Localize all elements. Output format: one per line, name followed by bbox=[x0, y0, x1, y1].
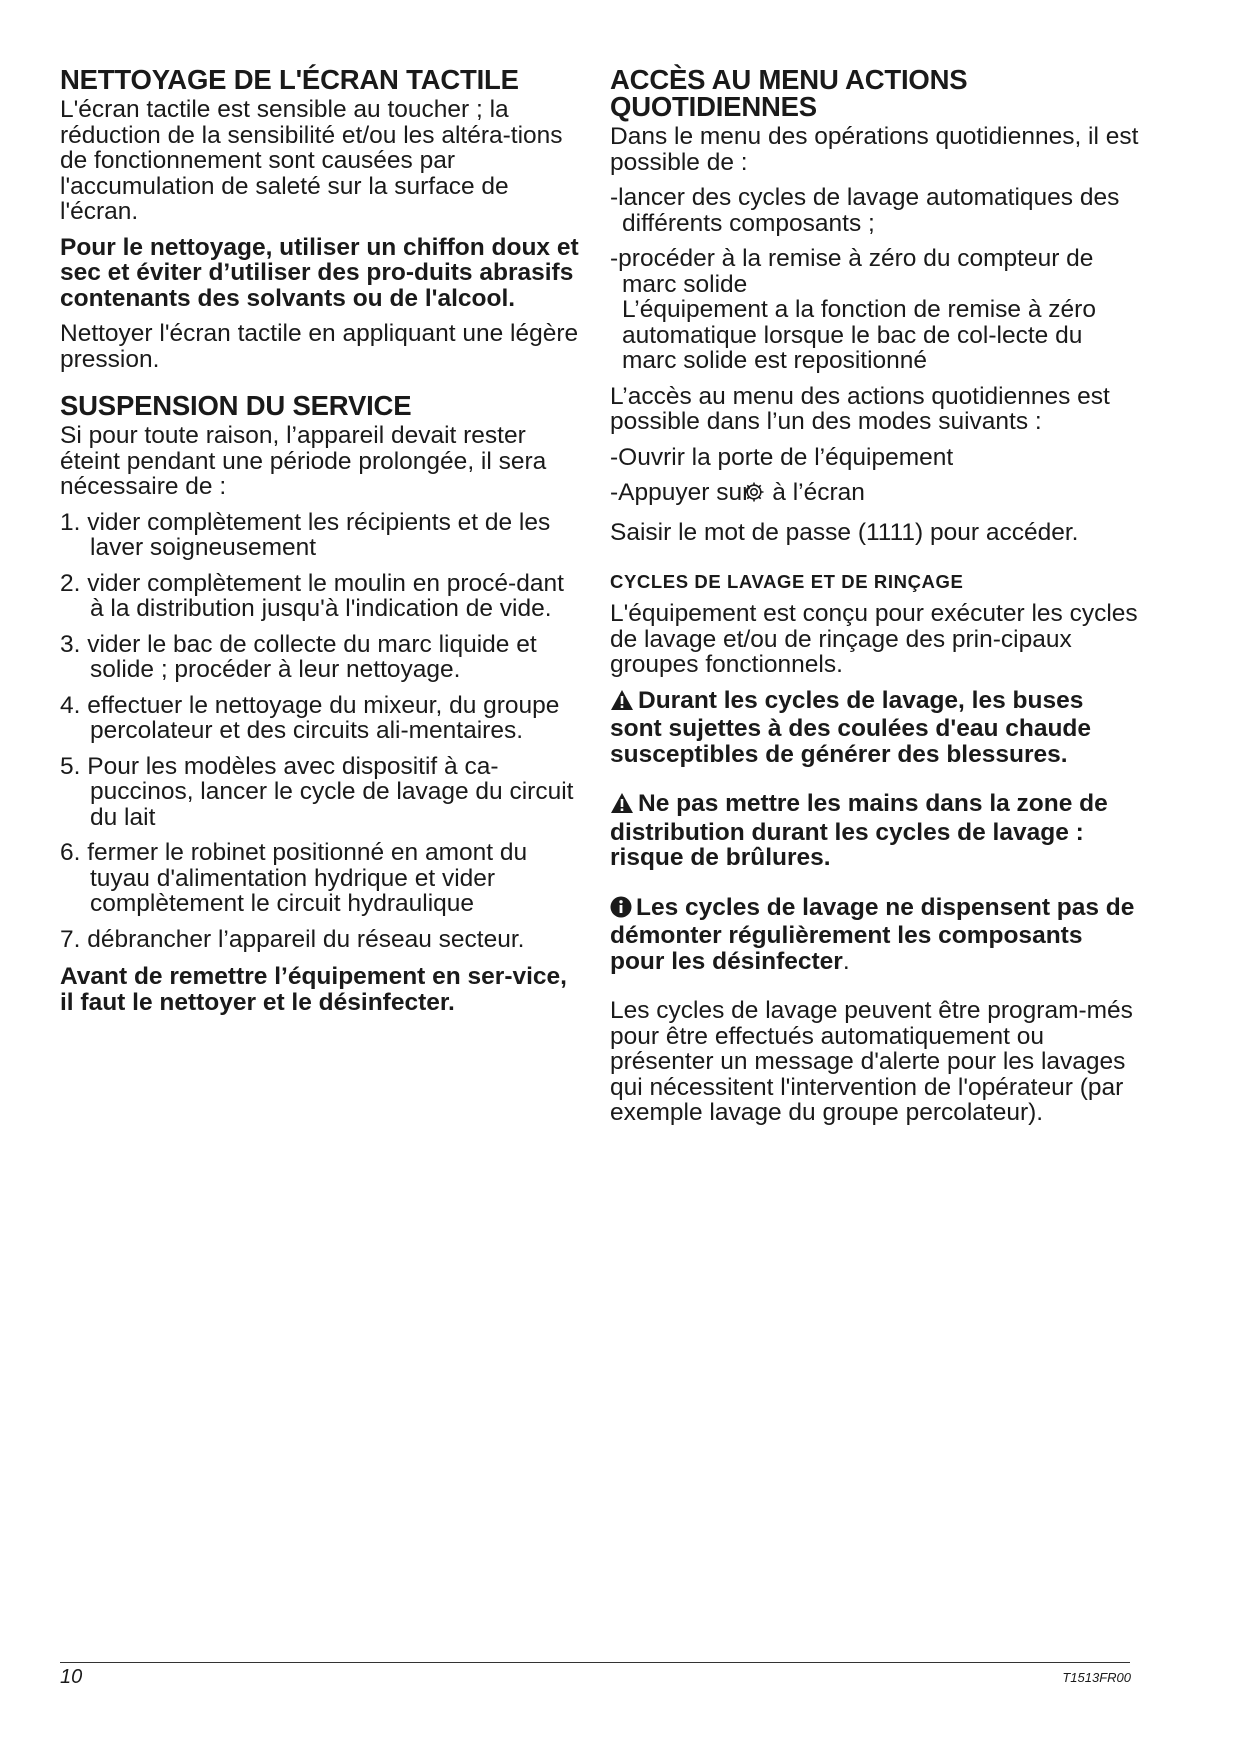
wash-warning-hot-water bbox=[610, 688, 1140, 768]
warning-text: Ne pas mettre les mains dans la zone de distribution durant les cycles de lavage : risque de brûlures. bbox=[610, 790, 1108, 871]
mode2-text-after: à l’écran bbox=[772, 479, 865, 506]
list-item: -Ouvrir la porte de l’équipement bbox=[610, 443, 954, 471]
list-item: 7. débrancher l’appareil du réseau secteur. bbox=[60, 925, 525, 953]
page-number: 10 bbox=[60, 1666, 83, 1688]
list-item: 2. vider complètement le moulin en procé-dant à la distribution jusqu'à l'indication de vide. bbox=[60, 569, 564, 622]
daily-menu-options bbox=[610, 185, 1140, 374]
section-title-touchscreen-cleaning: NETTOYAGE DE L'ÉCRAN TACTILE bbox=[60, 64, 519, 95]
warning-triangle-icon bbox=[610, 792, 634, 820]
password-instruction: Saisir le mot de passe (1111) pour accéder. bbox=[610, 518, 1079, 546]
list-item-text: -procéder à la remise à zéro du compteur de marc solide bbox=[610, 245, 1094, 298]
touchscreen-instruction: Nettoyer l'écran tactile en appliquant une légère pression. bbox=[60, 320, 579, 373]
mode2-text-before: -Appuyer sur bbox=[610, 479, 751, 506]
list-item-note: L’équipement a la fonction de remise à zéro automatique lorsque le bac de col-lecte du marc solide est repositionné bbox=[622, 296, 1096, 374]
suspension-steps bbox=[60, 510, 580, 953]
info-circle-icon bbox=[610, 896, 632, 924]
daily-menu-intro: Dans le menu des opérations quotidiennes, il est possible de : bbox=[610, 123, 1139, 176]
access-modes bbox=[610, 445, 1140, 510]
access-intro: L’accès au menu des actions quotidiennes est possible dans l’un des modes suivants : bbox=[610, 382, 1110, 435]
list-item: 4. effectuer le nettoyage du mixeur, du groupe percolateur et des circuits ali-mentaires. bbox=[60, 691, 560, 744]
wash-warning-burns bbox=[610, 791, 1140, 871]
list-item bbox=[610, 480, 1140, 510]
document-code: T1513FR00 bbox=[1062, 1670, 1131, 1685]
list-item: 5. Pour les modèles avec dispositif à ca-puccinos, lancer le cycle de lavage du circuit du lait bbox=[60, 752, 574, 831]
wash-info-disinfect bbox=[610, 895, 1140, 975]
list-item: -lancer des cycles de lavage automatiques des différents composants ; bbox=[610, 184, 1120, 237]
list-item: 6. fermer le robinet positionné en amont du tuyau d'alimentation hydrique et vider complètement le circuit hydraulique bbox=[60, 839, 528, 917]
right-column bbox=[610, 66, 1140, 1136]
suspension-intro: Si pour toute raison, l’appareil devait rester éteint pendant une période prolongée, il sera nécessaire de : bbox=[60, 422, 547, 500]
left-column bbox=[60, 66, 580, 1025]
list-item bbox=[610, 246, 1140, 374]
touchscreen-intro: L'écran tactile est sensible au toucher ; la réduction de la sensibilité et/ou les altéra-tions de fonctionnement sont causées par l'accumulation de saleté sur la surface de l'écran. bbox=[60, 96, 563, 225]
section-title-daily-actions-menu: ACCÈS AU MENU ACTIONS QUOTIDIENNES bbox=[610, 64, 968, 122]
footer-divider bbox=[60, 1662, 1130, 1663]
list-item: 3. vider le bac de collecte du marc liquide et solide ; procéder à leur nettoyage. bbox=[60, 630, 537, 683]
wash-cycles-closing: Les cycles de lavage peuvent être program-més pour être effectués automatiquement ou présenter un message d'alerte pour les lavages qui nécessitent l'intervention de l'opérateur (par exemple lavage du groupe percolateur). bbox=[610, 997, 1133, 1126]
touchscreen-warning: Pour le nettoyage, utiliser un chiffon doux et sec et éviter d’utiliser des pro-duits abrasifs contenants des solvants ou de l'alcool. bbox=[60, 233, 579, 312]
info-text: Les cycles de lavage ne dispensent pas de démonter régulièrement les composants pour les désinfecter bbox=[610, 893, 1135, 975]
section-title-wash-cycles: CYCLES DE LAVAGE ET DE RINÇAGE bbox=[610, 571, 964, 592]
list-item: 1. vider complètement les récipients et de les laver soigneusement bbox=[60, 508, 551, 561]
section-title-service-suspension: SUSPENSION DU SERVICE bbox=[60, 390, 412, 421]
warning-text: Durant les cycles de lavage, les buses sont sujettes à des coulées d'eau chaude susceptibles de générer des blessures. bbox=[610, 686, 1092, 768]
wash-cycles-intro: L'équipement est conçu pour exécuter les cycles de lavage et/ou de rinçage des prin-cipaux groupes fonctionnels. bbox=[610, 600, 1138, 678]
gear-icon bbox=[754, 480, 766, 510]
suspension-closing: Avant de remettre l’équipement en ser-vice, il faut le nettoyer et le désinfecter. bbox=[60, 963, 567, 1016]
warning-triangle-icon bbox=[610, 689, 634, 717]
info-text-end: . bbox=[842, 947, 850, 975]
